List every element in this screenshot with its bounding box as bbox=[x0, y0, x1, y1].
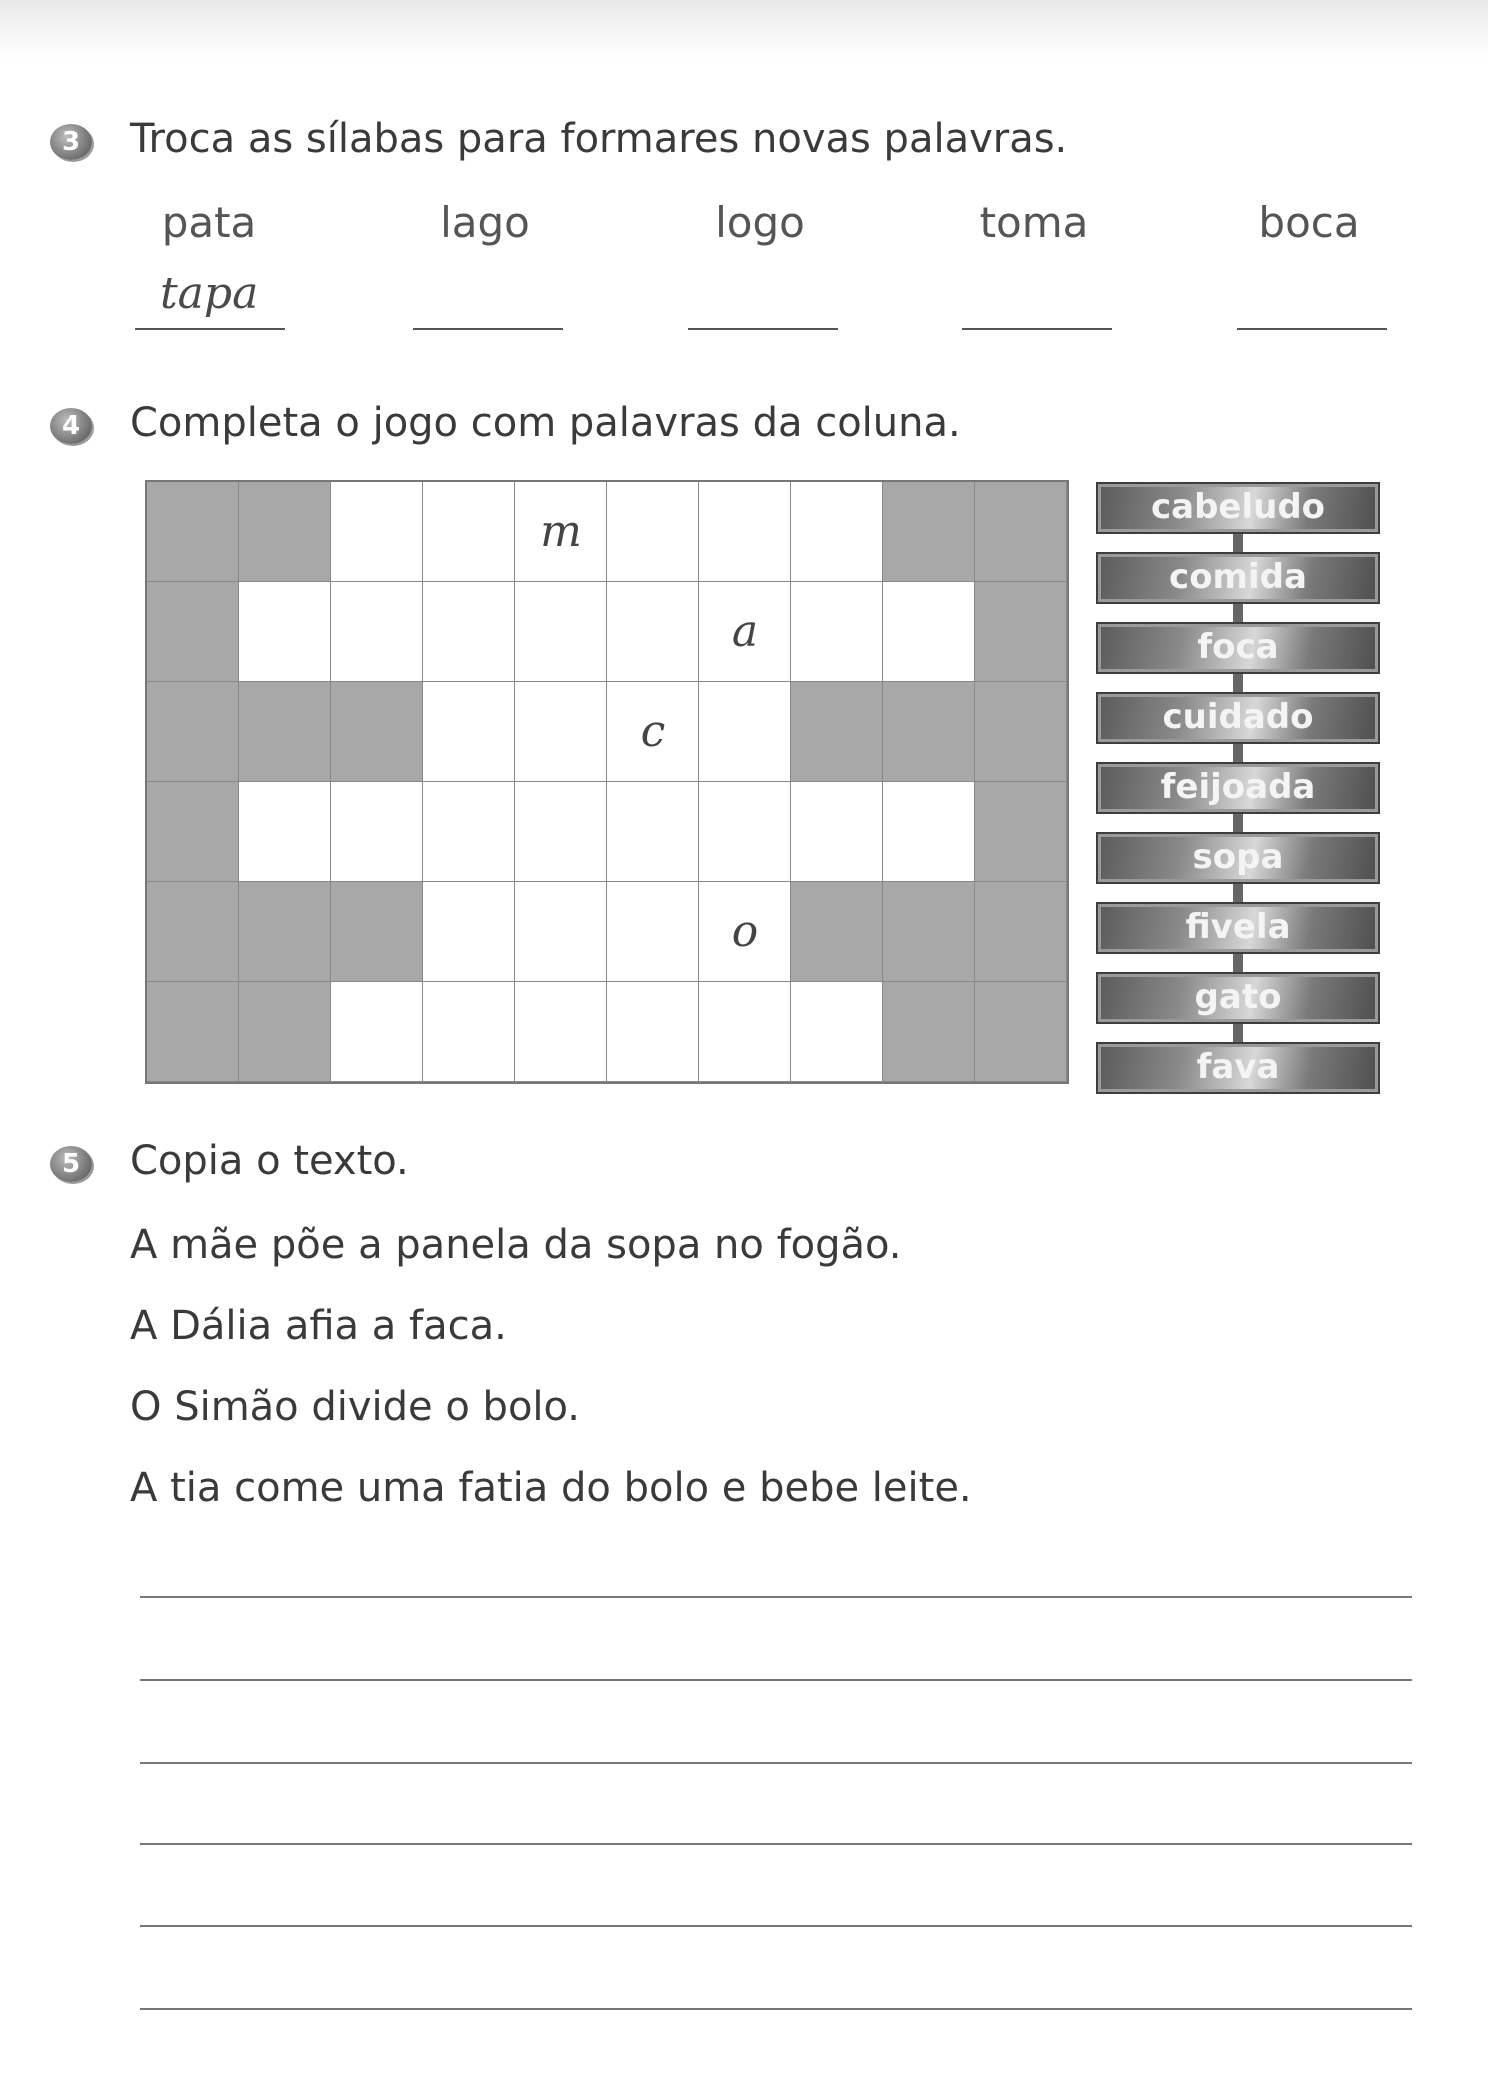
ex3-answer-line-2[interactable] bbox=[413, 328, 563, 330]
word-tile-1: cabeludo bbox=[1096, 482, 1380, 534]
grid-cell-r2-c10 bbox=[975, 582, 1067, 682]
grid-cell-r5-c2 bbox=[239, 882, 331, 982]
grid-cell-r1-c5[interactable] bbox=[515, 482, 607, 582]
exercise-3-instruction: Troca as sílabas para formares novas palavras. bbox=[130, 116, 1068, 162]
grid-cell-r5-c6[interactable] bbox=[607, 882, 699, 982]
grid-cell-r3-c8 bbox=[791, 682, 883, 782]
grid-cell-r2-c7[interactable] bbox=[699, 582, 791, 682]
exercise-4-badge: 4 bbox=[50, 408, 92, 444]
ex3-answer-line-4[interactable] bbox=[962, 328, 1112, 330]
grid-cell-r2-c4[interactable] bbox=[423, 582, 515, 682]
writing-line-6[interactable] bbox=[140, 2008, 1412, 2010]
grid-given-letter: m bbox=[540, 506, 582, 557]
grid-cell-r1-c7[interactable] bbox=[699, 482, 791, 582]
exercise-5-badge: 5 bbox=[50, 1146, 92, 1182]
grid-cell-r6-c5[interactable] bbox=[515, 982, 607, 1082]
word-tile-3: foca bbox=[1096, 622, 1380, 674]
grid-cell-r3-c6[interactable] bbox=[607, 682, 699, 782]
ex3-word-2: lago bbox=[440, 198, 530, 247]
grid-cell-r4-c5[interactable] bbox=[515, 782, 607, 882]
word-tile-4: cuidado bbox=[1096, 692, 1380, 744]
grid-cell-r3-c1 bbox=[147, 682, 239, 782]
grid-cell-r5-c9 bbox=[883, 882, 975, 982]
grid-cell-r6-c2 bbox=[239, 982, 331, 1082]
grid-cell-r3-c5[interactable] bbox=[515, 682, 607, 782]
grid-cell-r2-c5[interactable] bbox=[515, 582, 607, 682]
grid-cell-r5-c3 bbox=[331, 882, 423, 982]
grid-cell-r2-c2[interactable] bbox=[239, 582, 331, 682]
grid-cell-r4-c6[interactable] bbox=[607, 782, 699, 882]
grid-cell-r3-c10 bbox=[975, 682, 1067, 782]
copy-text-line-3: O Simão divide o bolo. bbox=[130, 1384, 581, 1430]
grid-cell-r1-c8[interactable] bbox=[791, 482, 883, 582]
grid-cell-r4-c7[interactable] bbox=[699, 782, 791, 882]
scan-top-shade bbox=[0, 0, 1488, 60]
ex3-answer-line-5[interactable] bbox=[1237, 328, 1387, 330]
grid-cell-r2-c8[interactable] bbox=[791, 582, 883, 682]
tile-connector bbox=[1233, 674, 1243, 694]
grid-cell-r3-c4[interactable] bbox=[423, 682, 515, 782]
grid-cell-r5-c4[interactable] bbox=[423, 882, 515, 982]
grid-cell-r1-c1 bbox=[147, 482, 239, 582]
grid-cell-r1-c9 bbox=[883, 482, 975, 582]
ex3-word-4: toma bbox=[979, 198, 1089, 247]
grid-cell-r2-c9[interactable] bbox=[883, 582, 975, 682]
exercise-4-instruction: Completa o jogo com palavras da coluna. bbox=[130, 400, 961, 446]
tile-connector bbox=[1233, 1024, 1243, 1044]
grid-cell-r4-c1 bbox=[147, 782, 239, 882]
copy-text-line-4: A tia come uma fatia do bolo e bebe leite. bbox=[130, 1465, 972, 1511]
word-tile-7: fivela bbox=[1096, 902, 1380, 954]
ex3-answer-line-1[interactable] bbox=[135, 328, 285, 330]
word-tile-5: feijoada bbox=[1096, 762, 1380, 814]
word-tile-6: sopa bbox=[1096, 832, 1380, 884]
copy-text-line-2: A Dália afia a faca. bbox=[130, 1303, 507, 1349]
grid-cell-r5-c10 bbox=[975, 882, 1067, 982]
tile-connector bbox=[1233, 884, 1243, 904]
grid-cell-r2-c1 bbox=[147, 582, 239, 682]
grid-given-letter: o bbox=[731, 906, 759, 957]
ex3-example-answer: tapa bbox=[160, 268, 259, 319]
grid-cell-r6-c3[interactable] bbox=[331, 982, 423, 1082]
grid-cell-r6-c8[interactable] bbox=[791, 982, 883, 1082]
grid-cell-r2-c3[interactable] bbox=[331, 582, 423, 682]
writing-line-1[interactable] bbox=[140, 1596, 1412, 1598]
grid-cell-r5-c1 bbox=[147, 882, 239, 982]
grid-cell-r5-c5[interactable] bbox=[515, 882, 607, 982]
grid-cell-r1-c6[interactable] bbox=[607, 482, 699, 582]
ex3-word-1: pata bbox=[161, 198, 257, 247]
grid-cell-r4-c3[interactable] bbox=[331, 782, 423, 882]
grid-cell-r6-c1 bbox=[147, 982, 239, 1082]
tile-connector bbox=[1233, 954, 1243, 974]
writing-line-4[interactable] bbox=[140, 1843, 1412, 1845]
grid-cell-r4-c2[interactable] bbox=[239, 782, 331, 882]
exercise-5-instruction: Copia o texto. bbox=[130, 1138, 409, 1184]
grid-cell-r6-c7[interactable] bbox=[699, 982, 791, 1082]
grid-given-letter: a bbox=[731, 606, 759, 657]
grid-cell-r6-c6[interactable] bbox=[607, 982, 699, 1082]
ex3-word-3: logo bbox=[715, 198, 805, 247]
grid-given-letter: c bbox=[640, 706, 666, 757]
tile-connector bbox=[1233, 744, 1243, 764]
grid-cell-r6-c4[interactable] bbox=[423, 982, 515, 1082]
tile-connector bbox=[1233, 604, 1243, 624]
copy-text-line-1: A mãe põe a panela da sopa no fogão. bbox=[130, 1222, 902, 1268]
grid-cell-r1-c10 bbox=[975, 482, 1067, 582]
grid-cell-r6-c10 bbox=[975, 982, 1067, 1082]
word-column bbox=[1096, 482, 1380, 1086]
grid-cell-r5-c7[interactable] bbox=[699, 882, 791, 982]
grid-cell-r4-c8[interactable] bbox=[791, 782, 883, 882]
ex3-answer-line-3[interactable] bbox=[688, 328, 838, 330]
grid-cell-r4-c9[interactable] bbox=[883, 782, 975, 882]
writing-line-2[interactable] bbox=[140, 1679, 1412, 1681]
crossword-grid bbox=[145, 480, 1069, 1084]
word-tile-8: gato bbox=[1096, 972, 1380, 1024]
ex3-word-5: boca bbox=[1258, 198, 1360, 247]
tile-connector bbox=[1233, 534, 1243, 554]
grid-cell-r1-c3[interactable] bbox=[331, 482, 423, 582]
grid-cell-r1-c4[interactable] bbox=[423, 482, 515, 582]
grid-cell-r3-c2 bbox=[239, 682, 331, 782]
writing-line-3[interactable] bbox=[140, 1762, 1412, 1764]
word-tile-2: comida bbox=[1096, 552, 1380, 604]
grid-cell-r4-c4[interactable] bbox=[423, 782, 515, 882]
grid-cell-r2-c6[interactable] bbox=[607, 582, 699, 682]
grid-cell-r3-c3 bbox=[331, 682, 423, 782]
grid-cell-r4-c10 bbox=[975, 782, 1067, 882]
grid-cell-r6-c9 bbox=[883, 982, 975, 1082]
exercise-3-badge: 3 bbox=[50, 124, 92, 160]
grid-cell-r3-c9 bbox=[883, 682, 975, 782]
word-tile-9: fava bbox=[1096, 1042, 1380, 1094]
writing-line-5[interactable] bbox=[140, 1925, 1412, 1927]
tile-connector bbox=[1233, 814, 1243, 834]
grid-cell-r3-c7[interactable] bbox=[699, 682, 791, 782]
grid-cell-r1-c2 bbox=[239, 482, 331, 582]
grid-cell-r5-c8 bbox=[791, 882, 883, 982]
